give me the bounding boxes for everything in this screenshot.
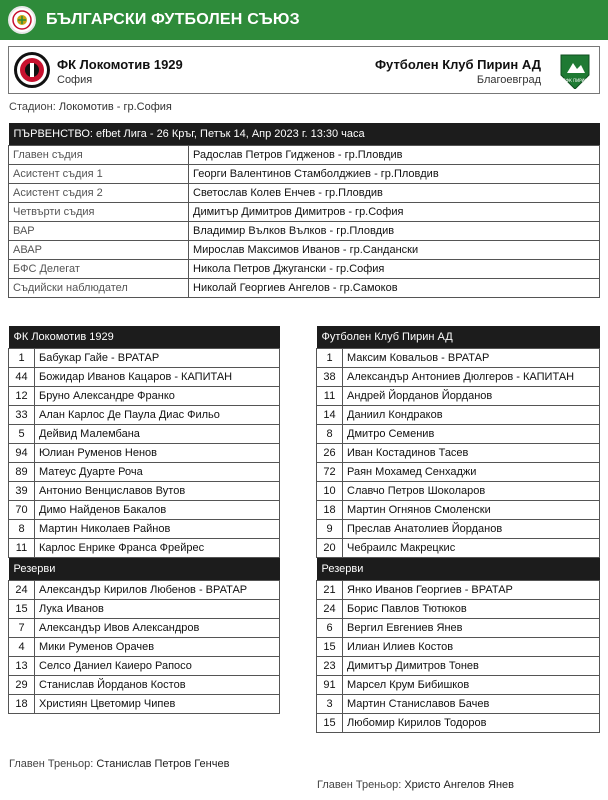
player-row	[9, 676, 280, 695]
player-name: Славчо Петров Шоколаров	[343, 482, 600, 501]
player-row	[317, 619, 600, 638]
player-number: 14	[317, 406, 343, 425]
player-row	[9, 539, 280, 558]
player-name: Мартин Станиславов Бачев	[343, 695, 600, 714]
player-row	[317, 425, 600, 444]
player-number: 1	[317, 349, 343, 368]
player-row	[317, 676, 600, 695]
player-row	[9, 581, 280, 600]
official-name: Георги Валентинов Стамболджиев - гр.Пловдив	[189, 165, 600, 184]
home-reserves-title: Резерви	[9, 558, 280, 581]
player-number: 20	[317, 539, 343, 558]
player-number: 39	[9, 482, 35, 501]
player-name: Андрей Йорданов Йорданов	[343, 387, 600, 406]
away-reserves-title: Резерви	[317, 558, 600, 581]
player-name: Димо Найденов Бакалов	[35, 501, 280, 520]
official-role: ВАР	[9, 222, 189, 241]
player-name: Вергил Евгениев Янев	[343, 619, 600, 638]
player-number: 11	[317, 387, 343, 406]
player-row	[317, 539, 600, 558]
official-role: АВАР	[9, 241, 189, 260]
player-number: 29	[9, 676, 35, 695]
away-coach-name: Христо Ангелов Янев	[404, 779, 515, 791]
official-role: Асистент съдия 1	[9, 165, 189, 184]
stadium-value: Локомотив - гр.София	[58, 101, 172, 113]
player-row	[9, 387, 280, 406]
official-row	[9, 203, 600, 222]
header-bar	[0, 0, 608, 40]
player-name: Александър Кирилов Любенов - ВРАТАР	[35, 581, 280, 600]
player-row	[317, 638, 600, 657]
official-name: Николай Георгиев Ангелов - гр.Самоков	[189, 279, 600, 298]
player-name: Марсел Крум Бибишков	[343, 676, 600, 695]
official-role: БФС Делегат	[9, 260, 189, 279]
player-name: Александър Антониев Дюлгеров - КАПИТАН	[343, 368, 600, 387]
player-number: 21	[317, 581, 343, 600]
player-row	[9, 501, 280, 520]
player-name: Лука Иванов	[35, 600, 280, 619]
player-name: Божидар Иванов Кацаров - КАПИТАН	[35, 368, 280, 387]
player-row	[9, 444, 280, 463]
player-name: Мартин Огнянов Смоленски	[343, 501, 600, 520]
official-row	[9, 146, 600, 165]
player-number: 70	[9, 501, 35, 520]
official-name: Владимир Вълков Вълков - гр.Пловдив	[189, 222, 600, 241]
away-lineup-table	[316, 326, 600, 733]
player-name: Даниил Кондраков	[343, 406, 600, 425]
official-row	[9, 260, 600, 279]
player-number: 38	[317, 368, 343, 387]
player-number: 15	[317, 638, 343, 657]
player-number: 89	[9, 463, 35, 482]
player-number: 6	[317, 619, 343, 638]
official-row	[9, 222, 600, 241]
home-lineup-title: ФК Локомотив 1929	[9, 326, 280, 349]
player-number: 24	[317, 600, 343, 619]
player-name: Юлиан Руменов Ненов	[35, 444, 280, 463]
player-name: Александър Ивов Александров	[35, 619, 280, 638]
championship-header	[9, 123, 600, 146]
player-number: 33	[9, 406, 35, 425]
player-number: 94	[9, 444, 35, 463]
official-name: Димитър Димитров Димитров - гр.София	[189, 203, 600, 222]
player-name: Матеус Дуарте Роча	[35, 463, 280, 482]
player-number: 7	[9, 619, 35, 638]
official-role: Четвърти съдия	[9, 203, 189, 222]
player-row	[9, 368, 280, 387]
player-name: Антонио Венциславов Вутов	[35, 482, 280, 501]
official-row	[9, 165, 600, 184]
official-row	[9, 241, 600, 260]
player-number: 5	[9, 425, 35, 444]
player-number: 18	[9, 695, 35, 714]
player-name: Димитър Димитров Тонев	[343, 657, 600, 676]
player-name: Борис Павлов Тютюков	[343, 600, 600, 619]
player-name: Мартин Николаев Райнов	[35, 520, 280, 539]
championship-row	[9, 123, 600, 146]
player-number: 91	[317, 676, 343, 695]
player-number: 11	[9, 539, 35, 558]
home-crest	[14, 52, 50, 88]
player-row	[9, 657, 280, 676]
player-number: 3	[317, 695, 343, 714]
player-number: 8	[9, 520, 35, 539]
player-name: Дейвид Малембана	[35, 425, 280, 444]
official-row	[9, 279, 600, 298]
player-number: 15	[317, 714, 343, 733]
official-role: Главен съдия	[9, 146, 189, 165]
away-team-city: Благоевград	[476, 74, 541, 86]
player-name: Любомир Кирилов Тодоров	[343, 714, 600, 733]
championship-value: efbet Лига - 26 Кръг, Петък 14, Апр 2023 г. 13:30 часа	[96, 128, 365, 140]
player-number: 18	[317, 501, 343, 520]
player-number: 24	[9, 581, 35, 600]
player-name: Раян Мохамед Сенхаджи	[343, 463, 600, 482]
player-name: Станислав Йорданов Костов	[35, 676, 280, 695]
player-row	[317, 695, 600, 714]
away-coach-label: Главен Треньор:	[317, 779, 402, 791]
player-row	[317, 657, 600, 676]
player-row	[9, 638, 280, 657]
home-coach	[9, 758, 229, 770]
player-row	[317, 463, 600, 482]
player-number: 72	[317, 463, 343, 482]
match-header	[8, 46, 600, 94]
home-coach-label: Главен Треньор:	[9, 758, 94, 770]
header-title: БЪЛГАРСКИ ФУТБОЛЕН СЪЮЗ	[46, 11, 300, 28]
player-row	[317, 368, 600, 387]
away-lineup-title: Футболен Клуб Пирин АД	[317, 326, 600, 349]
player-row	[317, 714, 600, 733]
home-team-name: ФК Локомотив 1929	[57, 57, 183, 72]
player-row	[9, 520, 280, 539]
player-number: 9	[317, 520, 343, 539]
player-name: Дмитро Семенив	[343, 425, 600, 444]
officials-table	[8, 123, 600, 298]
player-row	[9, 406, 280, 425]
player-row	[9, 425, 280, 444]
player-row	[9, 600, 280, 619]
player-number: 10	[317, 482, 343, 501]
player-row	[9, 463, 280, 482]
player-number: 12	[9, 387, 35, 406]
player-row	[317, 600, 600, 619]
player-number: 44	[9, 368, 35, 387]
official-name: Радослав Петров Гидженов - гр.Пловдив	[189, 146, 600, 165]
player-row	[317, 520, 600, 539]
official-name: Никола Петров Джугански - гр.София	[189, 260, 600, 279]
player-row	[9, 619, 280, 638]
away-coach	[317, 779, 514, 791]
player-row	[9, 482, 280, 501]
player-name: Преслав Анатолиев Йорданов	[343, 520, 600, 539]
official-role: Съдийски наблюдател	[9, 279, 189, 298]
player-name: Християн Цветомир Чипев	[35, 695, 280, 714]
player-name: Чебраилс Макрецкис	[343, 539, 600, 558]
official-row	[9, 184, 600, 203]
away-crest	[557, 52, 593, 90]
player-name: Селсо Даниел Каиеро Рапосо	[35, 657, 280, 676]
away-team-name: Футболен Клуб Пирин АД	[374, 57, 541, 72]
player-row	[317, 406, 600, 425]
player-number: 26	[317, 444, 343, 463]
player-number: 15	[9, 600, 35, 619]
player-name: Максим Ковальов - ВРАТАР	[343, 349, 600, 368]
player-name: Янко Иванов Георгиев - ВРАТАР	[343, 581, 600, 600]
home-lineup-table	[8, 326, 280, 714]
player-number: 8	[317, 425, 343, 444]
official-role: Асистент съдия 2	[9, 184, 189, 203]
player-name: Бабукар Гайе - ВРАТАР	[35, 349, 280, 368]
player-number: 23	[317, 657, 343, 676]
player-number: 13	[9, 657, 35, 676]
player-row	[317, 581, 600, 600]
home-coach-name: Станислав Петров Генчев	[96, 758, 230, 770]
player-row	[9, 695, 280, 714]
bfu-logo	[8, 6, 36, 34]
stadium-label: Стадион:	[9, 101, 56, 113]
player-name: Алан Карлос Де Паула Диас Фильо	[35, 406, 280, 425]
player-row	[317, 349, 600, 368]
player-row	[317, 387, 600, 406]
player-row	[317, 444, 600, 463]
player-number: 4	[9, 638, 35, 657]
player-name: Бруно Александре Франко	[35, 387, 280, 406]
official-name: Светослав Колев Енчев - гр.Пловдив	[189, 184, 600, 203]
home-team-city: София	[57, 74, 93, 86]
player-row	[317, 482, 600, 501]
player-name: Мики Руменов Орачев	[35, 638, 280, 657]
player-name: Карлос Енрике Франса Фрейрес	[35, 539, 280, 558]
player-name: Илиан Илиев Костов	[343, 638, 600, 657]
player-name: Иван Костадинов Тасев	[343, 444, 600, 463]
official-name: Мирослав Максимов Иванов - гр.Сандански	[189, 241, 600, 260]
stadium-line	[9, 101, 172, 113]
player-row	[317, 501, 600, 520]
player-number: 1	[9, 349, 35, 368]
away-crest-text: ПФК ПИРИН	[562, 78, 588, 83]
player-row	[9, 349, 280, 368]
championship-label: ПЪРВЕНСТВО:	[13, 128, 93, 140]
